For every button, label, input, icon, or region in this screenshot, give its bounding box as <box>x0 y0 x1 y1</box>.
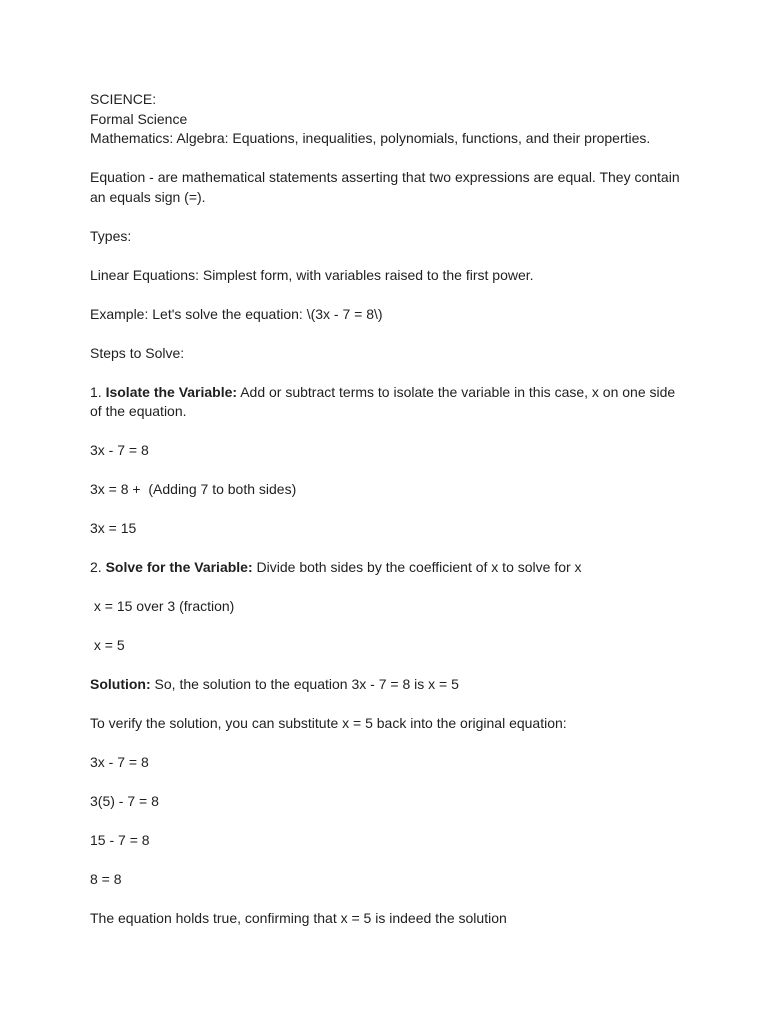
solution-title: Solution: <box>90 676 151 692</box>
spacer <box>90 324 690 344</box>
spacer <box>90 890 690 910</box>
spacer <box>90 461 690 481</box>
check-line-4: 8 = 8 <box>90 871 122 887</box>
spacer <box>90 500 690 520</box>
step-2-number: 2. <box>90 559 106 575</box>
spacer <box>90 734 690 754</box>
types-heading: Types: <box>90 227 132 244</box>
spacer <box>90 149 690 169</box>
step-2-paragraph <box>90 558 690 578</box>
step-2-text: Divide both sides by the coefficient of x to solve for x <box>252 559 582 575</box>
steps-heading: Steps to Solve: <box>90 344 185 361</box>
spacer <box>90 695 690 715</box>
spacer <box>90 539 690 559</box>
check-line-2: 3(5) - 7 = 8 <box>90 793 159 809</box>
equation-line-2 <box>90 480 690 500</box>
check-line-3: 15 - 7 = 8 <box>90 832 150 848</box>
step-1-number: 1. <box>90 383 106 400</box>
step-1-text: Add or subtract terms to isolate the variable in this case, x on one side of the equation. <box>90 383 680 419</box>
verify-paragraph: To verify the solution, you can substitute x = 5 back into the original equation: <box>90 715 567 731</box>
linear-equations-paragraph: Linear Equations: Simplest form, with variables raised to the first power. <box>90 266 534 283</box>
spacer <box>90 656 690 676</box>
spacer <box>90 207 690 227</box>
equation-line-2-note: (Adding 7 to both sides) <box>144 481 297 497</box>
spacer <box>90 578 690 598</box>
step-1-paragraph <box>90 383 690 422</box>
spacer <box>90 812 690 832</box>
definition-paragraph: Equation - are mathematical statements asserting that two expressions are equal. They contain an equals sign (=). <box>90 169 684 205</box>
spacer <box>90 285 690 305</box>
step-1-title: Isolate the Variable: <box>105 383 238 400</box>
document-page <box>90 90 690 929</box>
subject-label: SCIENCE: <box>90 91 157 107</box>
spacer <box>90 617 690 637</box>
example-paragraph: Example: Let's solve the equation: \(3x - 7 = 8\) <box>90 305 383 322</box>
spacer <box>90 851 690 871</box>
spacer <box>90 773 690 793</box>
step-2-title: Solve for the Variable: <box>105 559 253 575</box>
check-line-1: 3x - 7 = 8 <box>90 754 149 770</box>
spacer <box>90 422 690 442</box>
equation-line-3: 3x = 15 <box>90 520 137 536</box>
equation-line-4: x = 15 over 3 (fraction) <box>90 598 235 614</box>
equation-line-2-main: 3x = 8 + <box>90 481 145 497</box>
solution-paragraph <box>90 675 690 695</box>
equation-line-5: x = 5 <box>90 637 125 653</box>
spacer <box>90 246 690 266</box>
spacer <box>90 363 690 383</box>
branch-label: Formal Science <box>90 110 188 127</box>
topic-label: Mathematics: Algebra: Equations, inequalities, polynomials, functions, and their properties. <box>90 130 651 146</box>
solution-text: So, the solution to the equation 3x - 7 = 8 is x = 5 <box>150 676 459 692</box>
conclusion-paragraph: The equation holds true, confirming that x = 5 is indeed the solution <box>90 910 507 926</box>
equation-line-1: 3x - 7 = 8 <box>90 442 149 458</box>
